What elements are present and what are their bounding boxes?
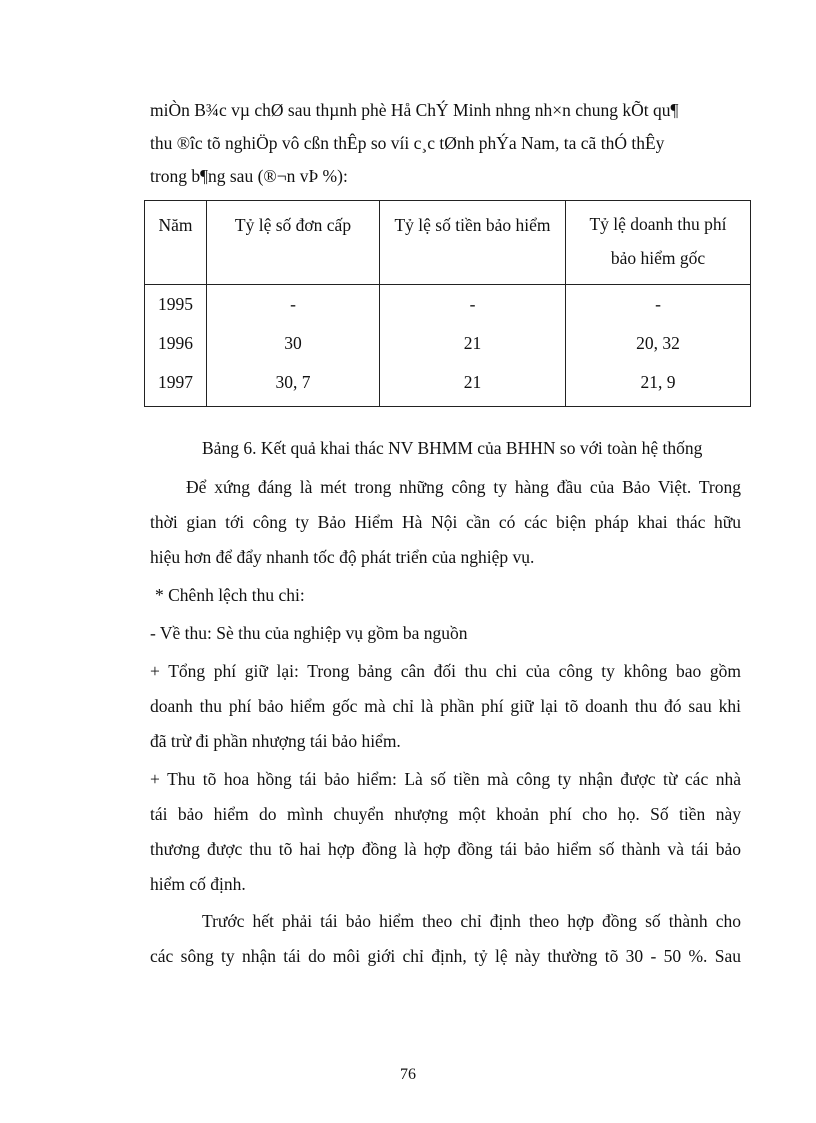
header-sum-insured-ratio: Tỷ lệ số tiền bảo hiểm (380, 201, 566, 285)
paragraph-retained-premium-line-3: đã trừ đi phần nhượng tái bảo hiểm. (150, 731, 401, 751)
page-number: 76 (400, 1066, 416, 1083)
table-cell: - (469, 294, 476, 314)
paragraph-commission-line-2: tái bảo hiểm do mình chuyển nhượng một khoản phí cho họ. Số tiền này (150, 804, 741, 824)
table-cell: 21, 9 (640, 372, 676, 392)
header-policy-ratio: Tỷ lệ số đơn cấp (207, 201, 380, 285)
paragraph-retained-premium-line-2: doanh thu phí bảo hiểm gốc mà chỉ là phần phí giữ lại tõ doanh thu đó sau khi (150, 696, 741, 716)
header-premium-ratio-line-1: Tỷ lệ doanh thu phí (589, 214, 727, 234)
table-cell: 21 (463, 372, 482, 392)
paragraph-commission-line-4: hiểm cố định. (150, 874, 246, 894)
intro-line-1: miÒn B¾c vµ chØ sau thµnh phè Hå ChÝ Minh nhng nh×n chung kÕt qu¶ (150, 100, 679, 120)
policy-ratio-column (207, 285, 380, 407)
table-cell: 30, 7 (275, 372, 311, 392)
table-cell: 21 (463, 333, 482, 353)
table-cell: 30 (284, 333, 302, 353)
paragraph-final-line-2: các sông ty nhận tái do môi giới chỉ định, tỷ lệ này thường tõ 30 - 50 %. Sau (150, 946, 741, 966)
table-cell: - (290, 294, 296, 314)
sum-insured-ratio-column (380, 285, 566, 407)
table-body-row (145, 285, 751, 407)
premium-ratio-column (566, 285, 751, 407)
intro-line-2: thu ®îc tõ nghiÖp vô cßn thÊp so víi c¸c tØnh phÝa Nam, ta cã thÓ thÊy (150, 133, 665, 153)
paragraph-commission-line-3: thương được thu tõ hai hợp đồng là hợp đồng tái bảo hiểm số thành và tái bảo (150, 839, 741, 859)
paragraph-retained-premium-line-1: + Tổng phí giữ lại: Trong bảng cân đối thu chi của công ty không bao gồm (150, 661, 741, 681)
table-cell: 1997 (158, 372, 193, 392)
results-table (144, 200, 751, 407)
paragraph-commission-line-1: + Thu tõ hoa hồng tái bảo hiểm: Là số tiền mà công ty nhận được từ các nhà (150, 769, 741, 789)
paragraph-1-line-3: hiệu hơn để đẩy nhanh tốc độ phát triển của nghiệp vụ. (150, 547, 535, 567)
paragraph-1-line-1: Để xứng đáng là mét trong những công ty hàng đầu của Bảo Việt. Trong (186, 477, 741, 497)
table-header-row (145, 201, 751, 285)
table-caption: Bảng 6. Kết quả khai thác NV BHMM của BHHN so với toàn hệ thống (202, 438, 703, 458)
table-cell: - (655, 294, 661, 314)
table-cell: 1996 (158, 333, 193, 353)
year-column (145, 285, 207, 407)
paragraph-revenue: - Về thu: Sè thu của nghiệp vụ gồm ba nguồn (150, 623, 468, 643)
paragraph-1-line-2: thời gian tới công ty Bảo Hiểm Hà Nội cần có các biện pháp khai thác hữu (150, 512, 741, 532)
table-cell: 20, 32 (636, 333, 680, 353)
intro-line-3: trong b¶ng sau (®¬n vÞ %): (150, 166, 348, 186)
header-premium-ratio-line-2: bảo hiểm gốc (610, 248, 706, 268)
header-year: Năm (145, 201, 207, 285)
table-cell: 1995 (158, 294, 193, 314)
paragraph-final-line-1: Trước hết phải tái bảo hiểm theo chỉ định theo hợp đồng số thành cho (202, 911, 741, 931)
section-heading: * Chênh lệch thu chi: (155, 585, 305, 605)
header-premium-ratio (566, 201, 751, 285)
